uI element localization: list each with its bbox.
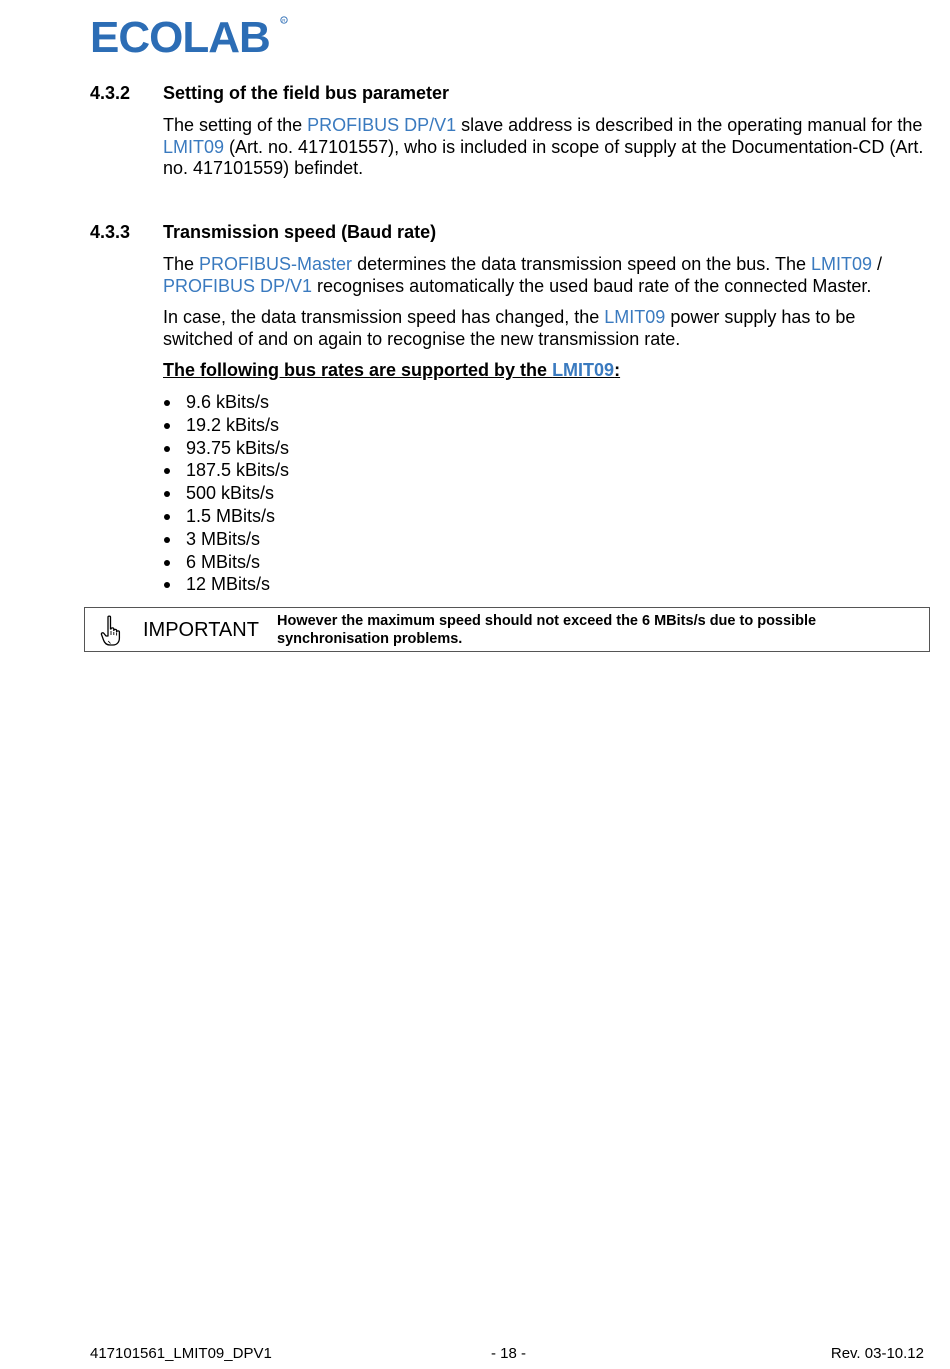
bullet-icon: [164, 400, 170, 406]
list-item: 6 MBits/s: [163, 551, 289, 574]
list-item: 12 MBits/s: [163, 573, 289, 596]
section-title: Setting of the field bus parameter: [163, 83, 450, 103]
bullet-icon: [164, 514, 170, 520]
paragraph-transmission-speed: The PROFIBUS-Master determines the data transmission speed on the bus. The LMIT09 / PROFIBUS DP/V1 recognises automatically the used baud rate of the connected Master.: [163, 254, 883, 296]
bullet-icon: [164, 423, 170, 429]
list-item: 19.2 kBits/s: [163, 414, 289, 437]
important-note: [84, 607, 930, 652]
link-lmit09[interactable]: LMIT09: [163, 136, 225, 157]
list-item: 3 MBits/s: [163, 528, 289, 551]
link-lmit09[interactable]: LMIT09: [811, 254, 873, 274]
bullet-icon: [164, 491, 170, 497]
list-item: 1.5 MBits/s: [163, 505, 289, 528]
pointing-finger-icon: [99, 615, 123, 647]
section-title: Transmission speed (Baud rate): [163, 222, 437, 242]
svg-text:R: R: [282, 18, 286, 23]
paragraph-speed-change: In case, the data transmission speed has changed, the LMIT09 power supply has to be switched of and on again to recognise the new transmission rate.: [163, 307, 856, 349]
important-text: However the maximum speed should not exceed the 6 MBits/s due to possible synchronisation problems.: [277, 613, 817, 647]
link-profibus-dpv1[interactable]: PROFIBUS DP/V1: [163, 275, 313, 296]
ecolab-logo: [90, 14, 290, 58]
list-item: 93.75 kBits/s: [163, 437, 289, 460]
bullet-icon: [164, 446, 170, 452]
section-number: 4.3.3: [90, 222, 131, 242]
rates-heading: The following bus rates are supported by the LMIT09:: [163, 360, 621, 380]
list-item: 9.6 kBits/s: [163, 391, 289, 414]
bus-rates-list: [163, 391, 289, 596]
important-label: IMPORTANT: [143, 619, 259, 641]
bullet-icon: [164, 537, 170, 543]
bullet-icon: [164, 582, 170, 588]
section-number: 4.3.2: [90, 83, 131, 103]
footer-revision: Rev. 03-10.12: [830, 1345, 924, 1362]
bullet-icon: [164, 468, 170, 474]
link-profibus-master[interactable]: PROFIBUS-Master: [199, 254, 353, 274]
section-heading-4-3-2: [90, 82, 449, 104]
footer-page-number: - 18 -: [491, 1345, 527, 1362]
logo-wordmark: ECOLAB: [90, 14, 270, 58]
paragraph-field-bus: The setting of the PROFIBUS DP/V1 slave address is described in the operating manual for the LMIT09 (Art. no. 417101557), who is included in scope of supply at the Documentation-CD (Art. no. 417101559) befindet.: [163, 115, 924, 178]
bullet-icon: [164, 560, 170, 566]
section-heading-4-3-3: [90, 221, 436, 243]
list-item: 500 kBits/s: [163, 482, 289, 505]
list-item: 187.5 kBits/s: [163, 459, 289, 482]
footer-doc-id: 417101561_LMIT09_DPV1: [90, 1345, 272, 1362]
link-lmit09[interactable]: LMIT09: [552, 360, 615, 380]
link-profibus-dpv1[interactable]: PROFIBUS DP/V1: [307, 115, 457, 135]
link-lmit09[interactable]: LMIT09: [604, 307, 666, 327]
